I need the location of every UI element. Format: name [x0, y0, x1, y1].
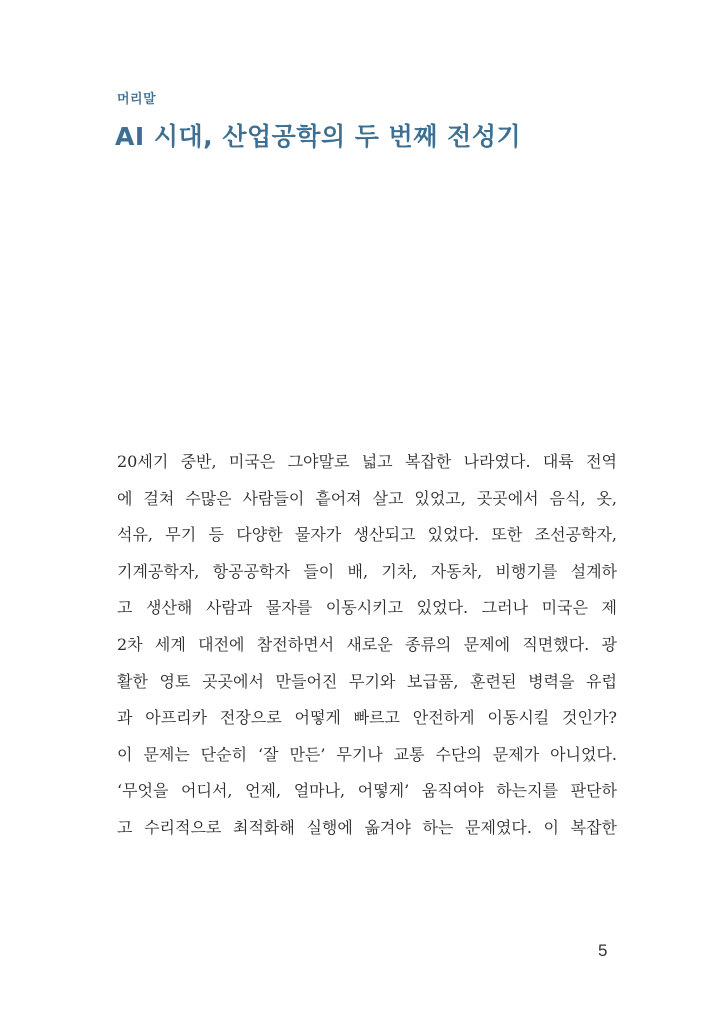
paragraph-line: 20세기 중반, 미국은 그야말로 넓고 복잡한 나라였다. 대륙 전역 — [117, 452, 617, 471]
paragraph-line: 석유, 무기 등 다양한 물자가 생산되고 있었다. 또한 조선공학자, — [117, 525, 617, 545]
paragraph-line: 기계공학자, 항공공학자 들이 배, 기차, 자동차, 비행기를 설계하 — [117, 561, 617, 581]
paragraph-line: 고 수리적으로 최적화해 실행에 옮겨야 하는 문제였다. 이 복잡한 — [117, 817, 617, 837]
paragraph-line: 이 문제는 단순히 ‘잘 만든’ 무기나 교통 수단의 문제가 아니었다. — [117, 744, 617, 764]
paragraph-line: 에 걸쳐 수많은 사람들이 흩어져 살고 있었고, 곳곳에서 음식, 옷, — [117, 488, 617, 508]
section-label: 머리말 — [117, 92, 157, 107]
body-paragraph — [117, 444, 617, 847]
paragraph-line: 2차 세계 대전에 참전하면서 새로운 종류의 문제에 직면했다. 광 — [117, 634, 617, 654]
chapter-title: AI 시대, 산업공학의 두 번째 전성기 — [115, 122, 522, 151]
paragraph-line: 과 아프리카 전장으로 어떻게 빠르고 안전하게 이동시킬 것인가? — [117, 708, 617, 728]
paragraph-line: 고 생산해 사람과 물자를 이동시키고 있었다. 그러나 미국은 제 — [117, 598, 617, 618]
paragraph-line: ‘무엇을 어디서, 언제, 얼마나, 어떻게’ 움직여야 하는지를 판단하 — [117, 781, 617, 801]
page-number: 5 — [598, 941, 608, 960]
paragraph-line: 활한 영토 곳곳에서 만들어진 무기와 보급품, 훈련된 병력을 유럽 — [117, 671, 617, 691]
